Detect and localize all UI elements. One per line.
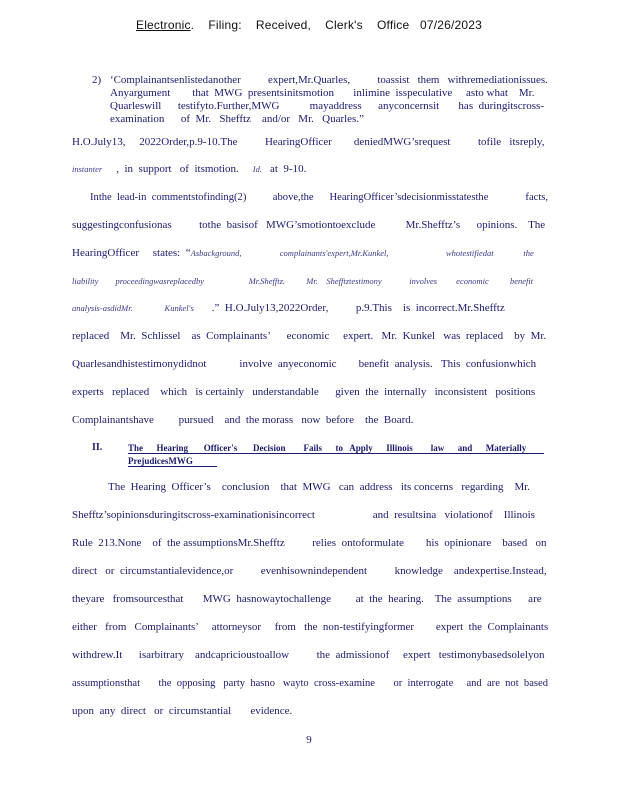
para-1-line-9: Complainantshave pursued and the morass now before the Board. bbox=[72, 414, 414, 426]
para-1-line-5-quote: analysis-asdidMr. Kunkel's bbox=[72, 303, 194, 313]
para-1-line-6: replaced Mr. Schlissel as Complainants’ economic expert. Mr. Kunkel was replaced by Mr. bbox=[72, 330, 547, 342]
para-2-line-5: theyare fromsourcesthat MWG hasnowaytochallenge at the hearing. The assumptions are bbox=[72, 593, 542, 605]
para-2-line-2: Shefftz’sopinionsduringitscross-examinationisincorrect and resultsina violationof Illinois bbox=[72, 509, 535, 521]
item-2-line-3: Quarleswill testifyto.Further,MWG mayaddress anyconcernsit has duringitscross- bbox=[110, 100, 544, 112]
citation-line-1: H.O.July13, 2022Order,p.9-10.The HearingOfficer deniedMWG’srequest tofile itsreply, bbox=[72, 136, 545, 148]
citation-end: at 9-10. bbox=[269, 163, 307, 175]
para-1-line-5 bbox=[72, 302, 505, 314]
filing-header-electronic: Electronic bbox=[135, 18, 191, 32]
para-2-line-9: upon any direct or circumstantial evidence. bbox=[72, 705, 293, 717]
item-2-number: 2) bbox=[92, 74, 102, 86]
page-number: 9 bbox=[306, 734, 312, 746]
filing-header bbox=[0, 18, 618, 32]
para-1-line-7: Quarlesandhistestimonydidnot involve anyeconomic benefit analysis. This confusionwhich bbox=[72, 358, 537, 370]
para-1-line-5-end: .” H.O.July13,2022Order, p.9.This is incorrect.Mr.Shefftz bbox=[211, 302, 505, 314]
section-title-underline-2 bbox=[128, 466, 217, 467]
item-2-line-1: ‘Complainantsenlistedanother expert,Mr.Quarles, toassist them withremediationissues. bbox=[110, 74, 548, 86]
para-1-line-3-start: HearingOfficer states: “ bbox=[72, 247, 191, 259]
section-numeral: II. bbox=[92, 442, 103, 453]
section-title-line-1: The Hearing Officer's Decision Fails to Apply Illinois law and Materially bbox=[128, 443, 527, 453]
section-title-line-2: PrejudicesMWG bbox=[128, 456, 193, 466]
citation-mid: , in support of itsmotion. bbox=[116, 163, 239, 175]
para-1-line-8: experts replaced which is certainly understandable given the internally inconsistent positions bbox=[72, 386, 536, 398]
section-title-underline-1 bbox=[128, 453, 544, 454]
para-2-line-7: withdrew.It isarbitrary andcapricioustoallow the admissionof expert testimonybasedsolelyon bbox=[72, 649, 545, 661]
para-2-line-3: Rule 213.None of the assumptionsMr.Shefftz relies ontoformulate his opinionare based on bbox=[72, 537, 547, 549]
para-1-line-3-quote: Asbackground, complainants'expert,Mr.Kunkel, whotestifiedat the bbox=[190, 248, 534, 258]
para-1-line-1: Inthe lead-in commentstofinding(2) above,the HearingOfficer’sdecisionmisstatesthe facts, bbox=[90, 191, 549, 203]
para-2-line-1: The Hearing Officer’s conclusion that MWG can address its concerns regarding Mr. bbox=[108, 481, 531, 493]
para-1-line-3 bbox=[72, 247, 534, 259]
citation-id: Id. bbox=[252, 164, 262, 174]
citation-line-2 bbox=[72, 163, 306, 175]
citation-instanter: instanter bbox=[72, 164, 103, 174]
para-2-line-8: assumptionsthat the opposing party hasno wayto cross-examine or interrogate and are not based bbox=[72, 677, 548, 689]
item-2-line-4: examination of Mr. Shefftz and/or Mr. Quarles.” bbox=[110, 113, 364, 125]
para-2-line-4: direct or circumstantialevidence,or evenhisownindependent knowledge andexpertise.Instead, bbox=[72, 565, 547, 577]
para-1-line-4: liability proceedingwasreplacedby Mr.Shefftz. Mr. Shefftztestimony involves economic benefit bbox=[72, 276, 534, 286]
item-2-line-2: Anyargument that MWG presentsinitsmotion inlimine isspeculative asto what Mr. bbox=[110, 87, 535, 99]
filing-header-rest: . Filing: Received, Clerk's Office 07/26/2023 bbox=[190, 18, 482, 32]
para-1-line-2: suggestingconfusionas tothe basisof MWG’smotiontoexclude Mr.Shefftz’s opinions. The bbox=[72, 219, 546, 231]
para-2-line-6: either from Complainants’ attorneysor from the non-testifyingformer expert the Complainants bbox=[72, 621, 549, 633]
